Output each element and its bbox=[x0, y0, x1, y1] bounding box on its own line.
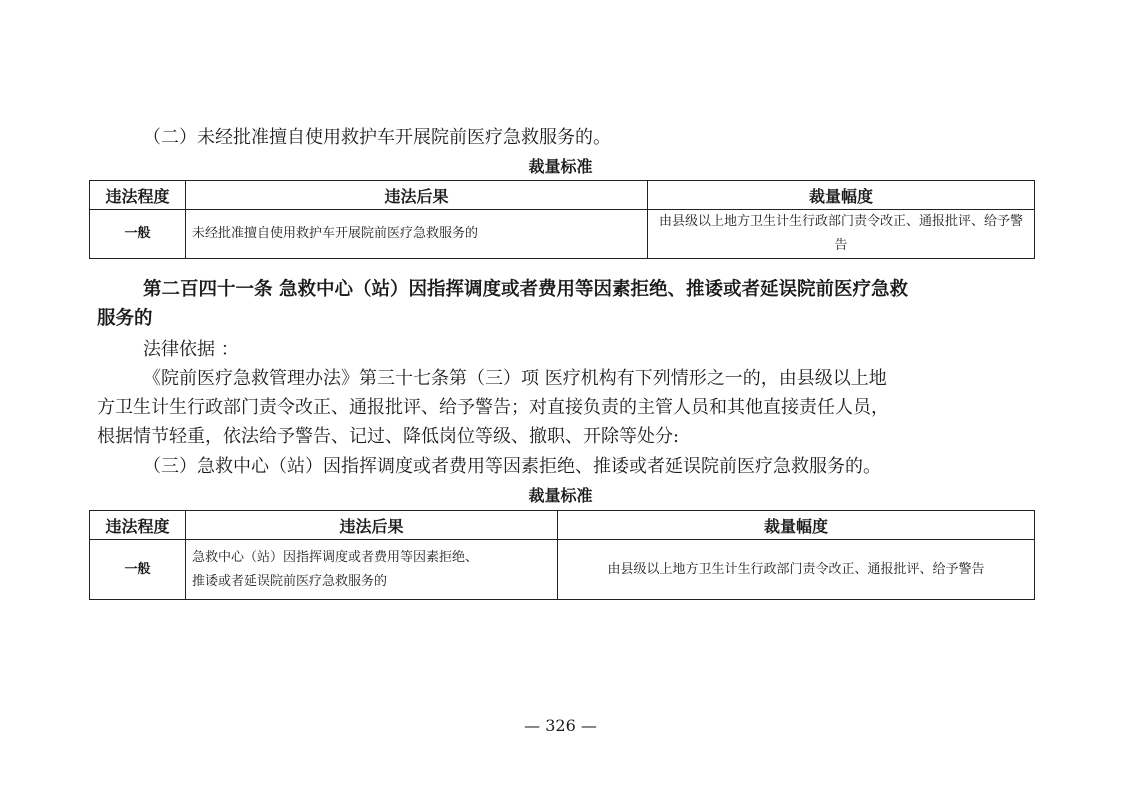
article-title-line-2: 服务的 bbox=[97, 308, 153, 329]
legal-basis-label: 法律依据 ： bbox=[143, 339, 239, 360]
table-header-row bbox=[90, 511, 1035, 540]
cell-consequence-line-1: 急救中心（站）因指挥调度或者费用等因素拒绝、 bbox=[192, 549, 479, 565]
header-violation-level: 违法程度 bbox=[90, 511, 186, 540]
table-2-caption: 裁量标准 bbox=[528, 486, 593, 505]
table-row bbox=[90, 210, 1035, 259]
header-discretion-range: 裁量幅度 bbox=[648, 181, 1035, 210]
item-3-text: （三）急救中心（站）因指挥调度或者费用等因素拒绝、推诿或者延误院前医疗急救服务的。 bbox=[143, 456, 881, 477]
cell-range: 由县级以上地方卫生计生行政部门责令改正、通报批评、给予警告 bbox=[558, 540, 1035, 600]
legal-basis-line-3: 根据情节轻重，依法给予警告、记过、降低岗位等级、撤职、开除等处分: bbox=[97, 426, 680, 447]
page-number: — 326 — bbox=[524, 716, 597, 735]
legal-basis-line-1: 《院前医疗急救管理办法》第三十七条第（三）项 医疗机构有下列情形之一的，由县级以上地 bbox=[143, 368, 887, 389]
header-violation-consequence: 违法后果 bbox=[186, 511, 558, 540]
cell-consequence: 未经批准擅自使用救护车开展院前医疗急救服务的 bbox=[186, 210, 648, 259]
cell-level: 一般 bbox=[90, 210, 186, 259]
table-header-row bbox=[90, 181, 1035, 210]
cell-range: 由县级以上地方卫生计生行政部门责令改正、通报批评、给予警告 bbox=[648, 210, 1035, 259]
article-title-line-1: 第二百四十一条 急救中心（站）因指挥调度或者费用等因素拒绝、推诿或者延误院前医疗急救 bbox=[143, 279, 908, 300]
cell-consequence-line-2: 推诿或者延误院前医疗急救服务的 bbox=[192, 573, 388, 589]
cell-level: 一般 bbox=[90, 540, 186, 600]
table-1-caption: 裁量标准 bbox=[528, 157, 593, 176]
discretion-table-2 bbox=[89, 510, 1035, 600]
table-row bbox=[90, 540, 1035, 600]
header-violation-consequence: 违法后果 bbox=[186, 181, 648, 210]
cell-consequence bbox=[186, 540, 558, 600]
header-violation-level: 违法程度 bbox=[90, 181, 186, 210]
item-2-text: （二）未经批准擅自使用救护车开展院前医疗急救服务的。 bbox=[143, 127, 611, 148]
legal-basis-line-2: 方卫生计生行政部门责令改正、通报批评、给予警告；对直接负责的主管人员和其他直接责任人员， bbox=[97, 397, 889, 418]
discretion-table-1 bbox=[89, 180, 1035, 259]
header-discretion-range: 裁量幅度 bbox=[558, 511, 1035, 540]
